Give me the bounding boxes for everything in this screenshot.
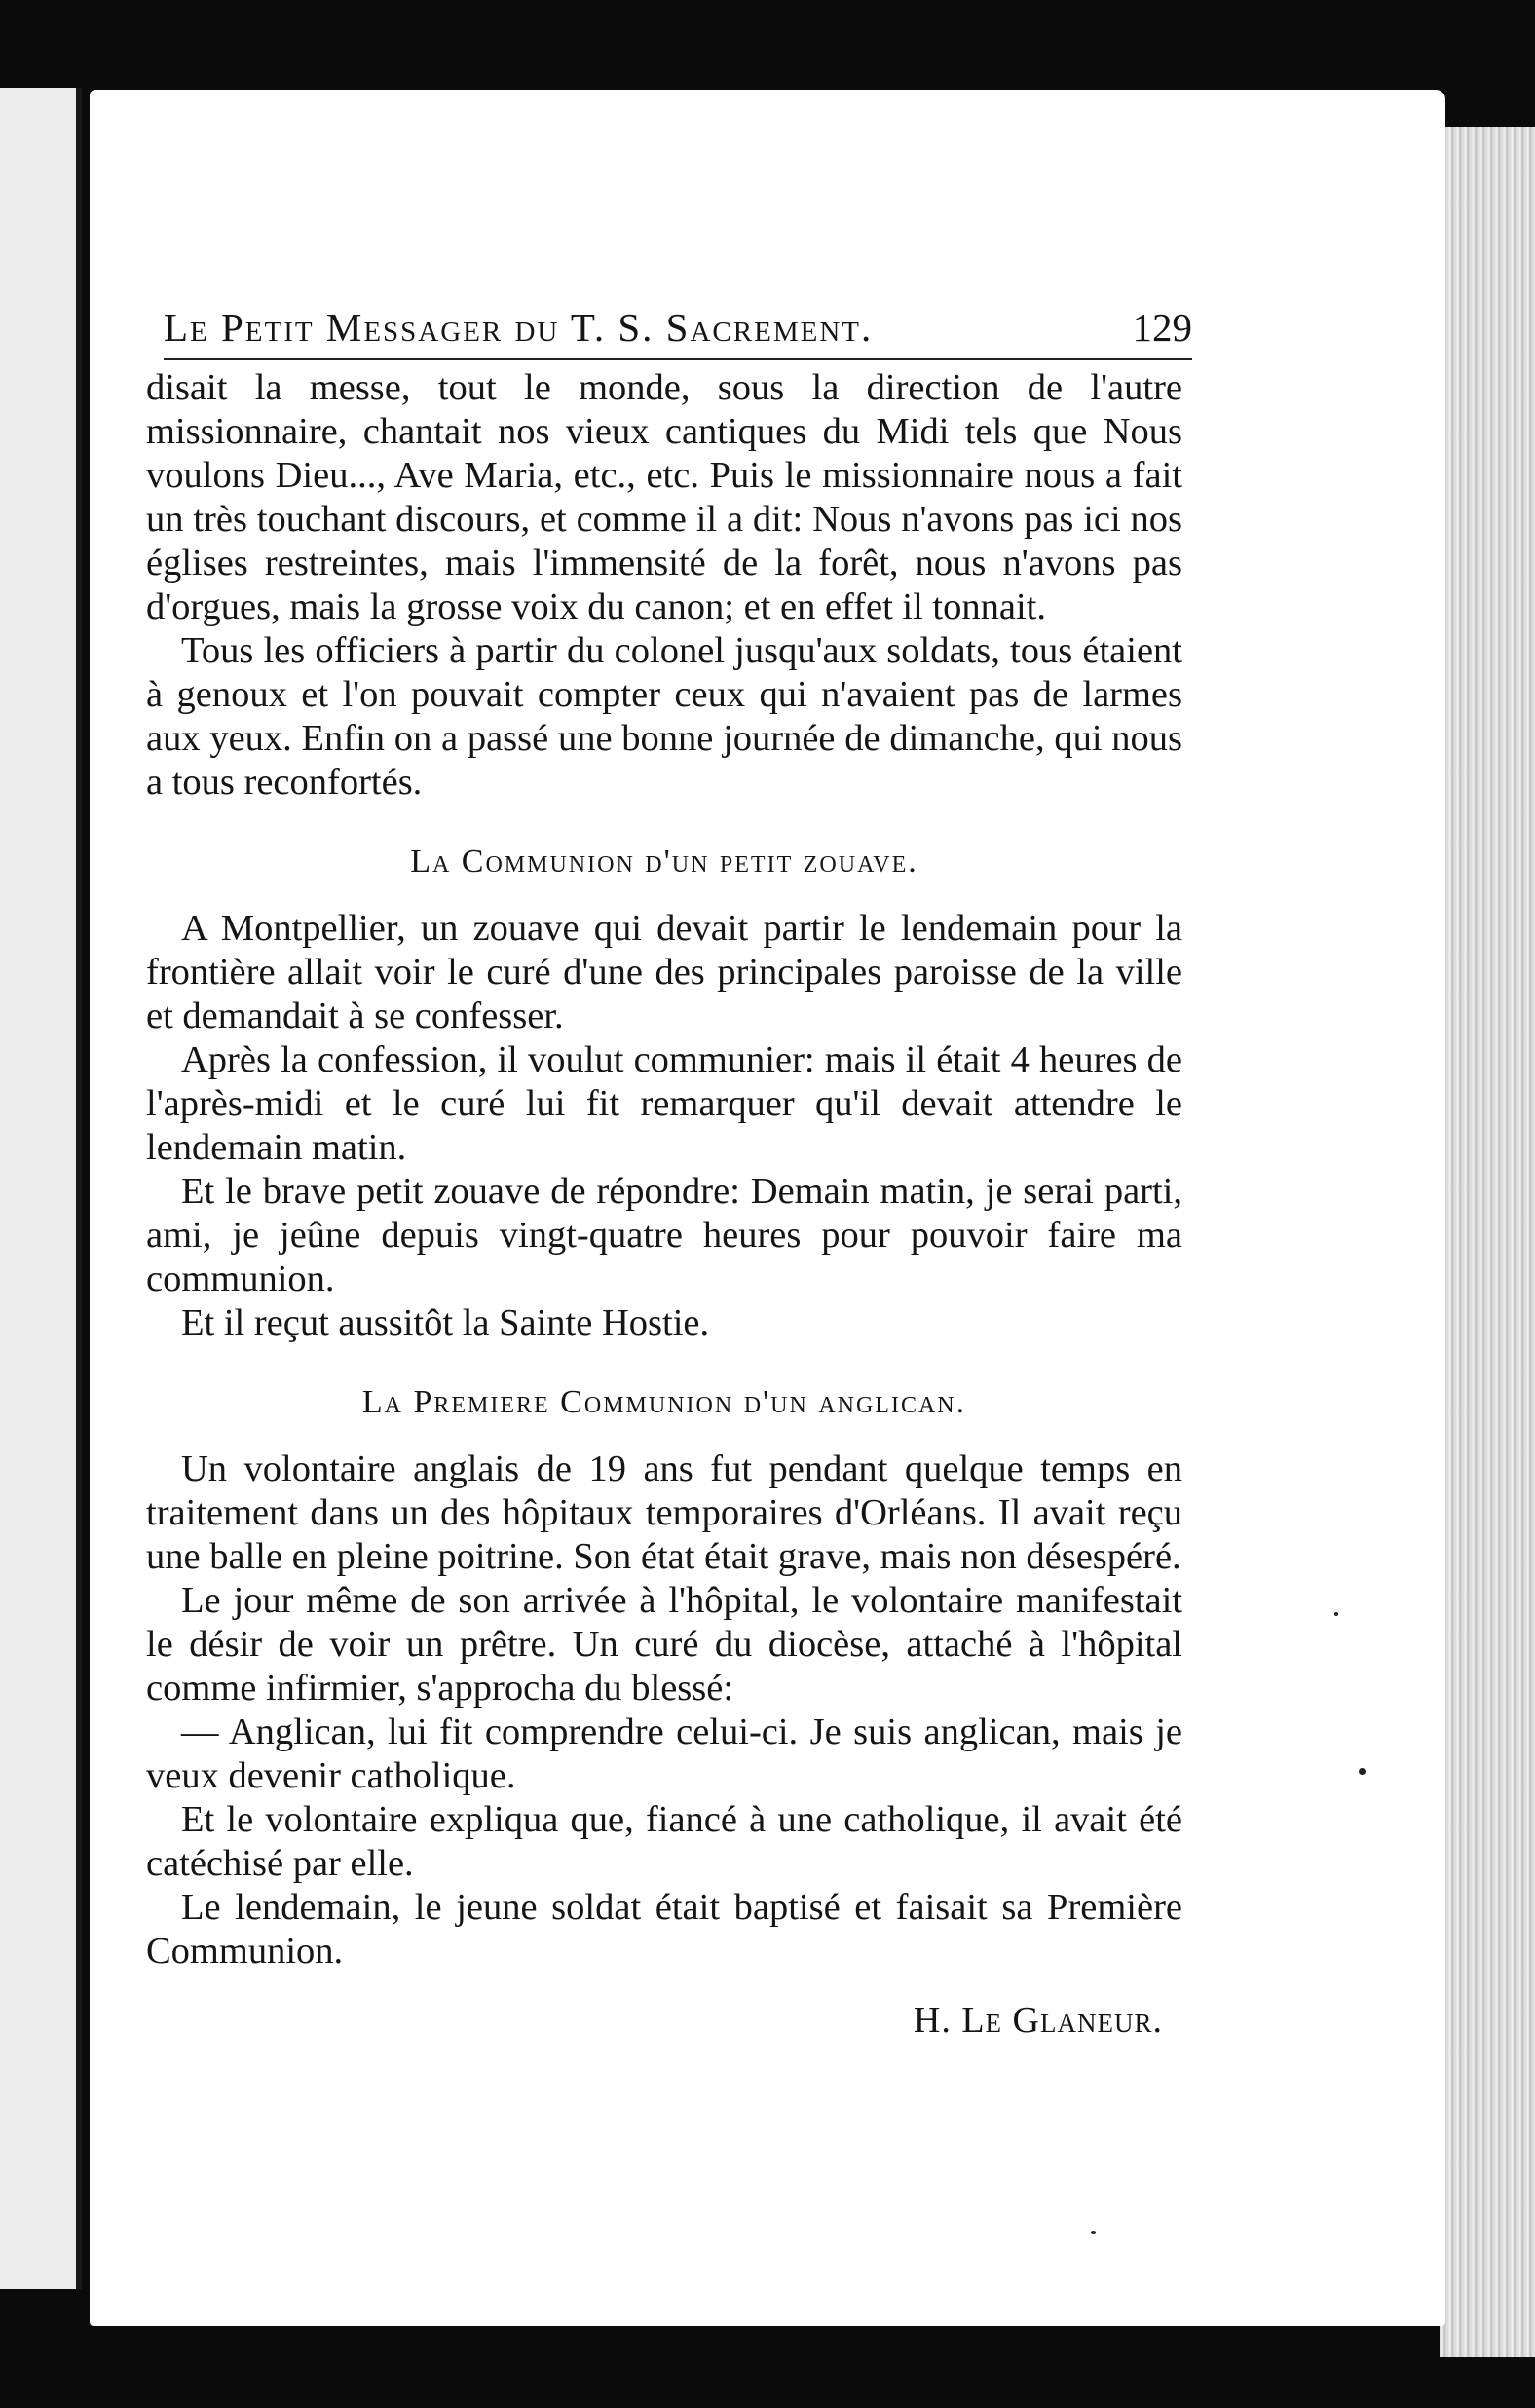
dust-speck [1359,1768,1366,1775]
intro-paragraph-1: disait la messe, tout le monde, sous la direction de l'autre missionnaire, chantait nos vieux cantiques du Midi tels que Nous voulons Dieu..., Ave Maria, etc., etc. Puis le missionnaire nous a fait un très touchant discours, et comme il a dit: Nous n'avons pas ici nos églises restreintes, mais l'immensité de la forêt, nous n'avons pas d'orgues, mais la grosse voix du canon; et en effet il tonnait. [146,367,1182,627]
author-signature: H. Le Glaneur. [913,2000,1163,2041]
dust-speck [1091,2231,1096,2234]
zouave-paragraph-2: Après la confession, il voulut communier: mais il était 4 heures de l'après-midi et le curé lui fit remarquer qu'il devait attendre le lendemain matin. [146,1039,1182,1168]
anglican-paragraph-3: — Anglican, lui fit comprendre celui-ci. Je suis anglican, mais je veux devenir catholique. [146,1712,1182,1796]
page-content [146,304,1192,2043]
page-stack-edge [1440,127,1535,2357]
dust-speck [1334,1612,1338,1616]
anglican-paragraph-5: Le lendemain, le jeune soldat était baptisé et faisait sa Première Communion. [146,1887,1182,1972]
section-title-zouave: La Communion d'un petit zouave. [410,844,918,880]
anglican-paragraph-1: Un volontaire anglais de 19 ans fut pendant quelque temps en traitement dans un des hôpitaux temporaires d'Orléans. Il avait reçu une balle en pleine poitrine. Son état était grave, mais non désespéré. [146,1449,1182,1577]
section-title-anglican: La Premiere Communion d'un anglican. [361,1384,967,1420]
zouave-paragraph-4: Et il reçut aussitôt la Sainte Hostie. [181,1302,710,1343]
zouave-paragraph-1: A Montpellier, un zouave qui devait partir le lendemain pour la frontière allait voir le curé d'une des principales paroisse de la ville et demandait à se confesser. [146,908,1182,1036]
left-page-edge [0,88,82,2289]
anglican-paragraph-4: Et le volontaire expliqua que, fiancé à une catholique, il avait été catéchisé par elle. [146,1799,1182,1884]
zouave-paragraph-3: Et le brave petit zouave de répondre: Demain matin, je serai parti, ami, je jeûne depuis vingt-quatre heures pour pouvoir faire ma communion. [146,1171,1182,1299]
running-title: Le Petit Messager du T. S. Sacrement. [164,305,874,350]
running-header [164,304,1192,360]
anglican-paragraph-2: Le jour même de son arrivée à l'hôpital, le volontaire manifestait le désir de voir un prêtre. Un curé du diocèse, attaché à l'hôpital comme infirmier, s'approcha du blessé: [146,1580,1182,1709]
intro-paragraph-2: Tous les officiers à partir du colonel jusqu'aux soldats, tous étaient à genoux et l'on pouvait compter ceux qui n'avaient pas de larmes aux yeux. Enfin on a passé une bonne journée de dimanche, qui nous a tous reconfortés. [146,630,1182,803]
page-number: 129 [1132,305,1192,350]
article-body [146,366,1182,2043]
